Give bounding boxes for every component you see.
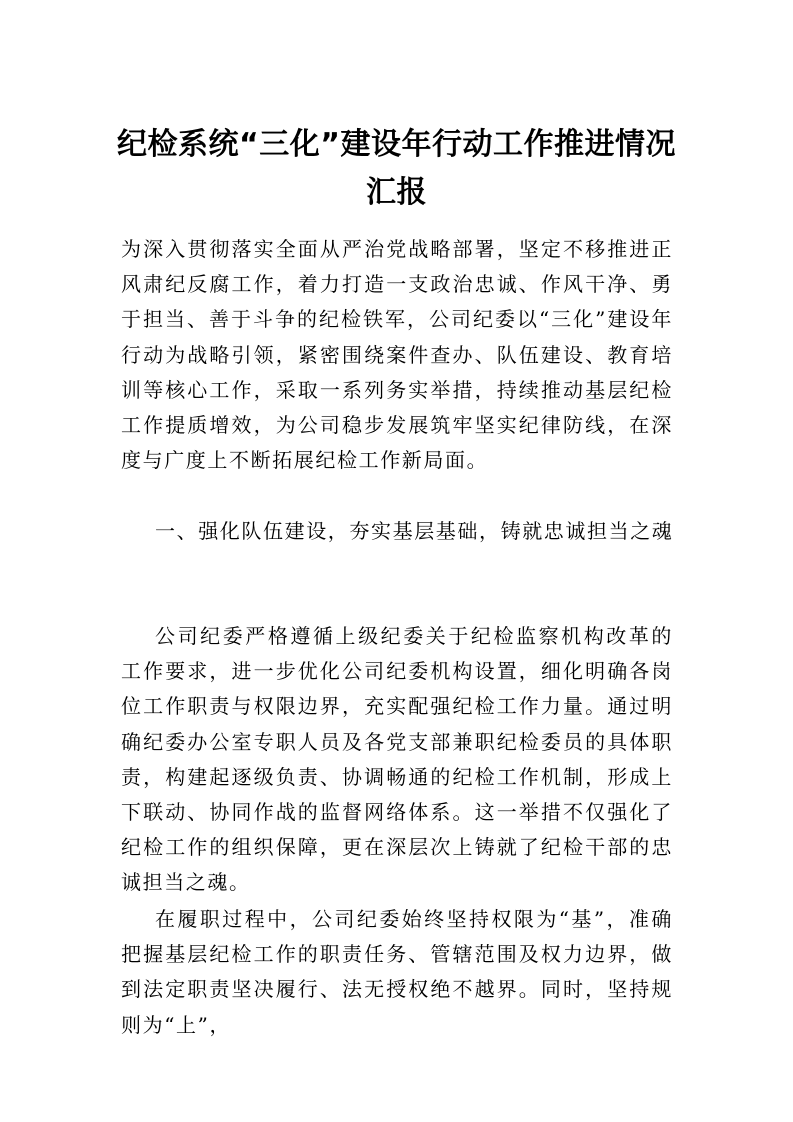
section-heading-1: 一、强化队伍建设，夯实基层基础，铸就忠诚担当之魂 [155, 519, 674, 543]
body-paragraph-2: 在履职过程中，公司纪委始终坚持权限为“基”，准确把握基层纪检工作的职责任务、管辖范围及权力边界，做到法定职责坚决履行、法无授权绝不越界。同时，坚持规则为“上”， [121, 907, 673, 1037]
intro-paragraph: 为深入贯彻落实全面从严治党战略部署，坚定不移推进正风肃纪反腐工作，着力打造一支政治忠诚、作风干净、勇于担当、善于斗争的纪检铁军，公司纪委以“三化”建设年行动为战略引领，紧密围绕案件查办、队伍建设、教育培训等核心工作，采取一系列务实举措，持续推动基层纪检工作提质增效，为公司稳步发展筑牢坚实纪律防线，在深度与广度上不断拓展纪检工作新局面。 [121, 237, 673, 473]
body-paragraph-1: 公司纪委严格遵循上级纪委关于纪检监察机构改革的工作要求，进一步优化公司纪委机构设置，细化明确各岗位工作职责与权限边界，充实配强纪检工作力量。通过明确纪委办公室专职人员及各党支部兼职纪检委员的具体职责，构建起逐级负责、协调畅通的纪检工作机制，形成上下联动、协同作战的监督网络体系。这一举措不仅强化了纪检工作的组织保障，更在深层次上铸就了纪检干部的忠诚担当之魂。 [121, 624, 673, 895]
document-title-line-2: 汇报 [366, 175, 427, 210]
document-title-line-1: 纪检系统“三化”建设年行动工作推进情况 [117, 127, 676, 162]
